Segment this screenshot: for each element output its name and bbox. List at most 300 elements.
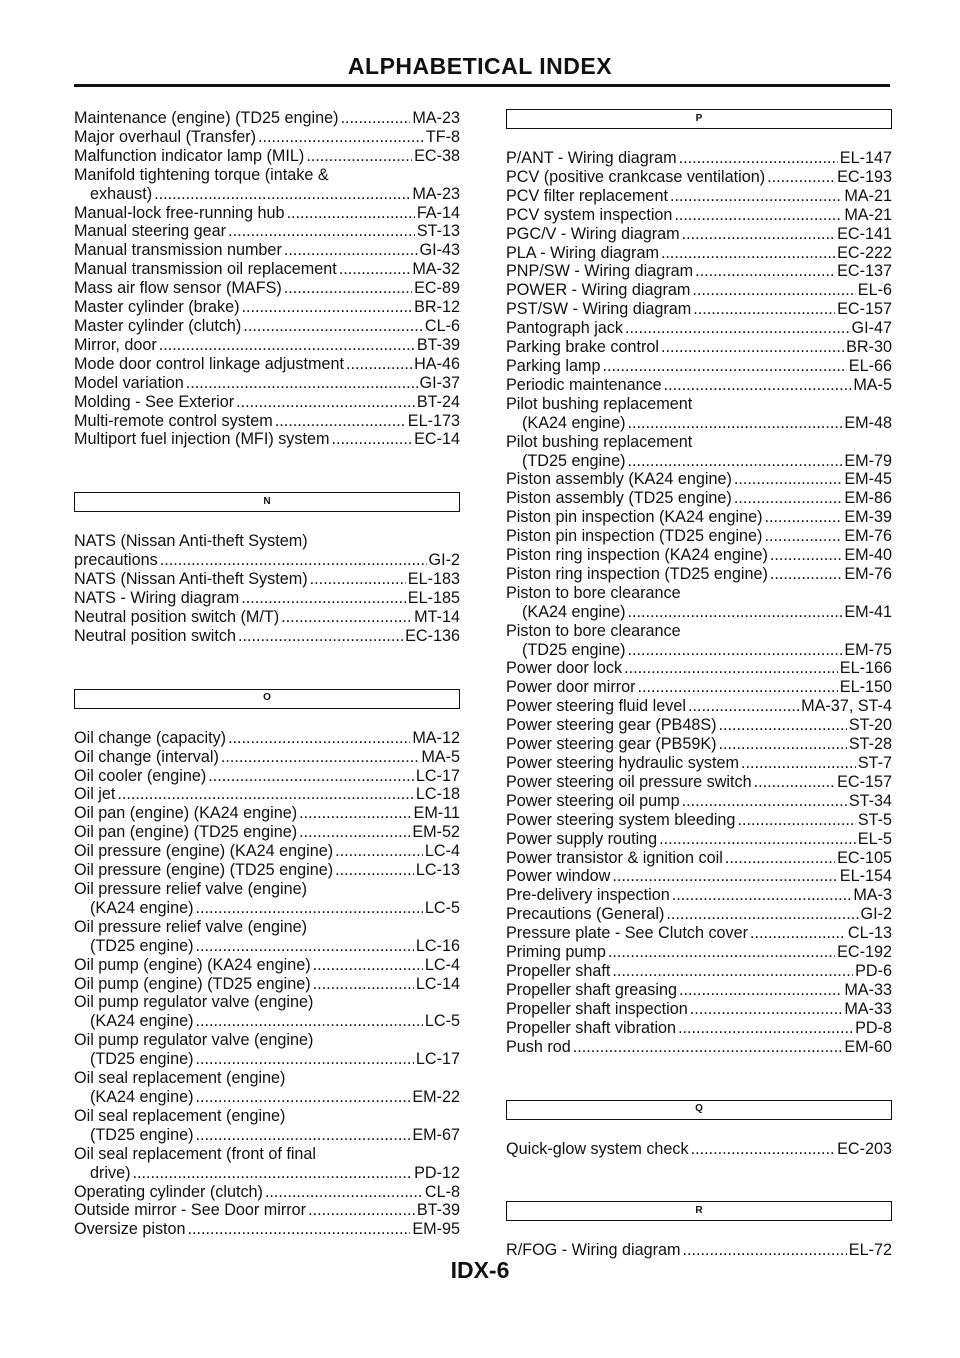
section-header-p: P (506, 109, 892, 129)
index-entry (74, 204, 460, 223)
index-entry (74, 1201, 460, 1220)
dot-leader (764, 527, 842, 546)
index-entry (506, 830, 892, 849)
entry-label: (TD25 engine) (90, 936, 194, 955)
dot-leader (241, 589, 406, 608)
index-entry-first-line: Pilot bushing replacement (506, 432, 693, 451)
entry-label: Precautions (General) (506, 905, 665, 924)
index-entry (506, 659, 892, 678)
entry-label: Operating cylinder (clutch) (74, 1182, 263, 1201)
entry-page-ref: LC-18 (415, 785, 460, 804)
entry-page-ref: EM-52 (412, 823, 460, 842)
entry-page-ref: LC-5 (424, 898, 460, 917)
entry-page-ref: EC-136 (405, 626, 460, 645)
index-entry (506, 849, 892, 868)
entry-label: Manual transmission number (74, 241, 282, 260)
index-entry (506, 300, 892, 319)
entry-label: Piston assembly (KA24 engine) (506, 470, 732, 489)
dot-leader (284, 241, 418, 260)
entry-label: (KA24 engine) (522, 413, 626, 432)
entry-label: Power steering gear (PB48S) (506, 716, 717, 735)
entry-page-ref: EM-45 (844, 470, 892, 489)
entry-label: Parking brake control (506, 338, 659, 357)
entry-label: Neutral position switch (74, 626, 236, 645)
section-header-n: N (74, 492, 460, 512)
index-entry (74, 222, 460, 241)
index-entry (506, 262, 892, 281)
entry-label: Piston ring inspection (KA24 engine) (506, 546, 768, 565)
index-entry (74, 260, 460, 279)
entry-page-ref: ST-7 (857, 754, 892, 772)
index-entry (506, 603, 892, 622)
index-entry (74, 748, 460, 767)
entry-label: Malfunction indicator lamp (MIL) (74, 146, 305, 165)
entry-page-ref: BT-24 (416, 392, 460, 411)
index-entry (506, 886, 892, 905)
dot-leader (678, 1019, 853, 1038)
dot-leader (132, 1164, 412, 1183)
entry-page-ref: PD-8 (855, 1018, 892, 1037)
entry-page-ref: EL-150 (839, 678, 892, 697)
page-title: ALPHABETICAL INDEX (347, 53, 613, 79)
index-entry (506, 452, 892, 471)
entry-label: Pre-delivery inspection (506, 886, 670, 905)
dot-leader (770, 546, 842, 565)
index-entry (506, 811, 892, 830)
entry-page-ref: EC-141 (837, 224, 892, 243)
index-entry (506, 376, 892, 395)
index-entry (74, 1088, 460, 1107)
index-entry (506, 225, 892, 244)
dot-leader (573, 1038, 843, 1057)
entry-label: (KA24 engine) (90, 898, 194, 917)
dot-leader (764, 508, 842, 527)
dot-leader (670, 187, 842, 206)
dot-leader (195, 937, 413, 956)
index-entry (74, 336, 460, 355)
entry-page-ref: MT-14 (414, 607, 460, 626)
dot-leader (627, 452, 842, 471)
index-entry-first-line: Oil pump regulator valve (engine) (74, 1031, 314, 1050)
dot-leader (196, 899, 423, 918)
dot-leader (628, 414, 843, 433)
index-column-right (506, 109, 892, 1260)
entry-page-ref: PD-6 (855, 961, 892, 980)
dot-leader (627, 641, 842, 660)
entry-label: Pantograph jack (506, 319, 623, 338)
entry-label: Master cylinder (clutch) (74, 316, 242, 335)
entry-label: Power supply routing (506, 829, 658, 848)
dot-leader (690, 1000, 843, 1019)
index-entry-first-line: Oil seal replacement (front of final (74, 1144, 317, 1163)
entry-label: Periodic maintenance (506, 375, 662, 394)
entry-page-ref: GI-37 (419, 373, 460, 392)
dot-leader (306, 147, 412, 166)
index-entry (506, 1000, 892, 1019)
entry-page-ref: MA-37, ST-4 (801, 697, 892, 716)
entry-page-ref: MA-5 (421, 747, 460, 766)
entry-label: NATS (Nissan Anti-theft System) (74, 570, 308, 589)
index-entry (74, 589, 460, 608)
index-entry-first-line: Oil pressure relief valve (engine) (74, 880, 308, 898)
entry-page-ref: EC-14 (414, 430, 460, 449)
entry-label: exhaust) (90, 184, 153, 203)
entry-label: Power steering fluid level (506, 697, 686, 716)
index-entry (74, 804, 460, 823)
dot-leader (236, 393, 415, 412)
entry-page-ref: ST-28 (848, 735, 892, 754)
entry-page-ref: GI-2 (428, 551, 460, 570)
entry-label: Oil change (interval) (74, 747, 219, 766)
index-entry (506, 1019, 892, 1038)
dot-leader (284, 279, 412, 298)
entry-page-ref: BT-39 (416, 1201, 460, 1220)
index-entry (506, 641, 892, 660)
dot-leader (228, 222, 415, 241)
entry-label: (KA24 engine) (90, 1012, 194, 1031)
index-entry (74, 185, 460, 204)
dot-leader (335, 842, 423, 861)
entry-label: Push rod (506, 1037, 571, 1056)
index-entry (74, 317, 460, 336)
entry-label: Oil pressure (engine) (TD25 engine) (74, 861, 334, 880)
index-entry (74, 1012, 460, 1031)
entry-label: Parking lamp (506, 356, 601, 375)
index-entry (506, 924, 892, 943)
entry-label: PCV (positive crankcase ventilation) (506, 167, 766, 186)
dot-leader (117, 785, 414, 804)
index-entry (506, 508, 892, 527)
entry-label: PLA - Wiring diagram (506, 243, 659, 262)
entry-page-ref: EL-5 (857, 829, 892, 848)
dot-leader (275, 412, 406, 431)
index-entry (74, 109, 460, 128)
title-rule (74, 84, 890, 87)
dot-leader (243, 317, 423, 336)
index-entry-first-line: NATS (Nissan Anti-theft System) (74, 532, 308, 551)
entry-page-ref: EL-72 (848, 1241, 892, 1260)
index-entry (74, 861, 460, 880)
index-entry (74, 147, 460, 166)
index-entry (74, 899, 460, 918)
index-entry (506, 338, 892, 357)
entry-page-ref: EM-86 (844, 489, 892, 508)
entry-label: Power transistor & ignition coil (506, 848, 723, 867)
index-entry (506, 565, 892, 584)
entry-label: Mode door control linkage adjustment (74, 354, 344, 373)
index-entry (74, 842, 460, 861)
dot-leader (208, 767, 414, 786)
index-entry-first-line: Manifold tightening torque (intake & (74, 165, 329, 184)
entry-page-ref: EM-67 (412, 1125, 460, 1144)
entry-label: precautions (74, 551, 158, 570)
index-entry (506, 168, 892, 187)
index-entry (74, 241, 460, 260)
section-header-r: R (506, 1201, 892, 1221)
entry-label: Piston pin inspection (TD25 engine) (506, 527, 763, 546)
entry-label: Oil pump (engine) (TD25 engine) (74, 974, 311, 993)
dot-leader (612, 962, 853, 981)
entry-page-ref: MA-23 (412, 109, 460, 127)
index-entry (74, 823, 460, 842)
index-entry (506, 678, 892, 697)
index-entry (506, 697, 892, 716)
index-entry (506, 905, 892, 924)
entry-page-ref: EC-192 (837, 943, 892, 962)
dot-leader (666, 905, 858, 924)
index-entry (506, 357, 892, 376)
index-entry (74, 1183, 460, 1202)
index-entry (506, 414, 892, 433)
dot-leader (242, 298, 413, 317)
entry-label: Multiport fuel injection (MFI) system (74, 430, 330, 449)
entry-page-ref: EC-89 (414, 279, 460, 298)
dot-leader (608, 943, 835, 962)
dot-leader (695, 262, 835, 281)
entry-page-ref: EC-222 (837, 243, 892, 262)
entry-page-ref: EM-95 (412, 1220, 460, 1239)
entry-label: Outside mirror - See Door mirror (74, 1201, 307, 1220)
dot-leader (195, 1126, 410, 1145)
dot-leader (679, 149, 838, 168)
dot-leader (154, 185, 410, 204)
dot-leader (737, 811, 855, 830)
dot-leader (341, 109, 411, 128)
entry-page-ref: TF-8 (425, 127, 460, 146)
entry-page-ref: MA-3 (853, 886, 892, 905)
entry-page-ref: EC-157 (837, 300, 892, 319)
dot-leader (159, 336, 415, 355)
entry-page-ref: EL-6 (857, 281, 892, 300)
index-column-left (74, 109, 460, 1239)
dot-leader (160, 551, 427, 570)
entry-label: Oil pan (engine) (KA24 engine) (74, 804, 298, 823)
index-entry (506, 244, 892, 263)
dot-leader (693, 300, 835, 319)
index-entry (74, 1220, 460, 1239)
dot-leader (624, 659, 838, 678)
dot-leader (195, 1050, 413, 1069)
dot-leader (299, 804, 411, 823)
index-entry (506, 792, 892, 811)
index-entry (74, 975, 460, 994)
index-entry (74, 374, 460, 393)
dot-leader (734, 489, 842, 508)
index-entry (74, 279, 460, 298)
dot-leader (196, 1088, 411, 1107)
entry-label: R/FOG - Wiring diagram (506, 1241, 681, 1260)
entry-label: Oil pump (engine) (KA24 engine) (74, 955, 311, 974)
index-entry (74, 570, 460, 589)
dot-leader (221, 748, 419, 767)
entry-page-ref: LC-14 (415, 974, 460, 993)
entry-page-ref: MA-33 (844, 999, 892, 1018)
entry-label: Oil pan (engine) (TD25 engine) (74, 823, 298, 842)
entry-label: Propeller shaft vibration (506, 1018, 677, 1037)
entry-page-ref: GI-2 (860, 905, 892, 924)
dot-leader (335, 861, 414, 880)
dot-leader (688, 697, 799, 716)
dot-leader (734, 470, 842, 489)
index-entry (74, 627, 460, 646)
entry-page-ref: HA-46 (414, 354, 460, 373)
index-entry (506, 546, 892, 565)
dot-leader (725, 849, 835, 868)
entry-page-ref: MA-33 (844, 980, 892, 999)
index-entry (506, 319, 892, 338)
entry-page-ref: LC-16 (415, 936, 460, 955)
entry-label: Power window (506, 867, 611, 886)
entry-label: PCV filter replacement (506, 186, 668, 205)
entry-label: Priming pump (506, 943, 606, 962)
entry-page-ref: ST-13 (416, 222, 460, 241)
dot-leader (719, 735, 847, 754)
page-number: IDX-6 (450, 1257, 510, 1283)
index-entry (74, 298, 460, 317)
index-entry-first-line: Oil seal replacement (engine) (74, 1106, 286, 1125)
entry-label: Power steering gear (PB59K) (506, 735, 717, 754)
entry-page-ref: EC-137 (837, 262, 892, 281)
entry-page-ref: EM-40 (844, 546, 892, 565)
dot-leader (692, 281, 855, 300)
entry-page-ref: MA-21 (844, 205, 892, 224)
dot-leader (228, 729, 410, 748)
dot-leader (741, 754, 856, 773)
entry-label: (TD25 engine) (90, 1050, 194, 1069)
dot-leader (265, 1183, 423, 1202)
dot-leader (770, 565, 842, 584)
entry-page-ref: PD-12 (414, 1163, 460, 1182)
index-entry (506, 149, 892, 168)
entry-page-ref: BR-30 (846, 338, 892, 357)
entry-label: Power steering system bleeding (506, 810, 736, 829)
entry-label: Maintenance (engine) (TD25 engine) (74, 109, 339, 127)
dot-leader (339, 260, 411, 279)
entry-page-ref: CL-6 (424, 316, 460, 335)
index-entry (74, 937, 460, 956)
entry-page-ref: EL-173 (407, 411, 460, 430)
index-entry (506, 206, 892, 225)
entry-label: Quick-glow system check (506, 1139, 689, 1158)
entry-page-ref: CL-13 (847, 924, 892, 943)
entry-page-ref: EM-79 (844, 451, 892, 470)
dot-leader (754, 773, 835, 792)
entry-page-ref: EC-105 (837, 848, 892, 867)
dot-leader (308, 1201, 415, 1220)
dot-leader (310, 570, 406, 589)
entry-page-ref: BT-39 (416, 335, 460, 354)
entry-label: Mass air flow sensor (MAFS) (74, 279, 282, 298)
entry-label: Major overhaul (Transfer) (74, 127, 257, 146)
index-entry (506, 489, 892, 508)
entry-label: Oil change (capacity) (74, 728, 227, 747)
index-entry (74, 729, 460, 748)
index-entry (506, 281, 892, 300)
entry-page-ref: EM-76 (844, 564, 892, 583)
dot-leader (186, 374, 418, 393)
index-entry (74, 767, 460, 786)
dot-leader (346, 355, 412, 374)
entry-page-ref: CL-8 (424, 1182, 460, 1201)
index-entry-first-line: Oil pump regulator valve (engine) (74, 993, 314, 1012)
entry-label: (KA24 engine) (522, 602, 626, 621)
section-header-o: O (74, 689, 460, 709)
dot-leader (313, 956, 423, 975)
dot-leader (682, 225, 836, 244)
entry-label: PNP/SW - Wiring diagram (506, 262, 694, 281)
index-entry (506, 470, 892, 489)
index-entry (506, 867, 892, 886)
entry-label: Manual-lock free-running hub (74, 203, 285, 222)
entry-page-ref: EL-154 (839, 867, 892, 886)
dot-leader (661, 244, 835, 263)
dot-leader (238, 627, 403, 646)
entry-label: Propeller shaft greasing (506, 980, 677, 999)
entry-label: PCV system inspection (506, 205, 673, 224)
dot-leader (612, 867, 837, 886)
index-entry (506, 943, 892, 962)
entry-page-ref: EL-147 (839, 149, 892, 167)
entry-page-ref: MA-23 (412, 184, 460, 203)
index-entry (506, 187, 892, 206)
entry-page-ref: EL-185 (407, 589, 460, 608)
index-entry (74, 355, 460, 374)
entry-page-ref: FA-14 (416, 203, 460, 222)
dot-leader (258, 128, 424, 147)
index-entry (74, 393, 460, 412)
entry-label: Manual steering gear (74, 222, 227, 241)
entry-label: Power steering oil pump (506, 791, 680, 810)
entry-page-ref: EL-166 (839, 659, 892, 678)
entry-label: Oil pressure (engine) (KA24 engine) (74, 842, 334, 861)
entry-label: (KA24 engine) (90, 1087, 194, 1106)
index-entry-first-line: Oil seal replacement (engine) (74, 1069, 286, 1088)
dot-leader (679, 981, 842, 1000)
entry-page-ref: EM-22 (412, 1087, 460, 1106)
entry-label: PST/SW - Wiring diagram (506, 300, 692, 319)
index-entry (506, 981, 892, 1000)
entry-page-ref: EM-60 (844, 1037, 892, 1056)
index-entry (74, 551, 460, 570)
entry-page-ref: LC-4 (424, 842, 460, 861)
index-entry (506, 962, 892, 981)
index-entry (74, 128, 460, 147)
entry-label: drive) (90, 1163, 131, 1182)
index-entry-first-line: Pilot bushing replacement (506, 394, 693, 413)
entry-label: Power door lock (506, 659, 623, 678)
entry-label: Master cylinder (brake) (74, 298, 240, 317)
entry-page-ref: ST-20 (848, 716, 892, 735)
index-entry (506, 1140, 892, 1159)
entry-page-ref: LC-4 (424, 955, 460, 974)
entry-page-ref: EM-75 (844, 640, 892, 659)
index-entry (506, 716, 892, 735)
index-entry-first-line: Piston to bore clearance (506, 621, 681, 640)
entry-label: (TD25 engine) (522, 451, 626, 470)
entry-page-ref: EM-41 (844, 602, 892, 621)
dot-leader (299, 823, 410, 842)
entry-page-ref: EC-203 (837, 1139, 892, 1158)
index-entry (74, 608, 460, 627)
entry-page-ref: EM-11 (413, 804, 460, 823)
entry-page-ref: EL-183 (407, 570, 460, 589)
dot-leader (661, 338, 844, 357)
entry-label: Molding - See Exterior (74, 392, 235, 411)
dot-leader (196, 1012, 423, 1031)
dot-leader (719, 716, 847, 735)
entry-label: Multi-remote control system (74, 411, 273, 430)
index-entry (74, 412, 460, 431)
